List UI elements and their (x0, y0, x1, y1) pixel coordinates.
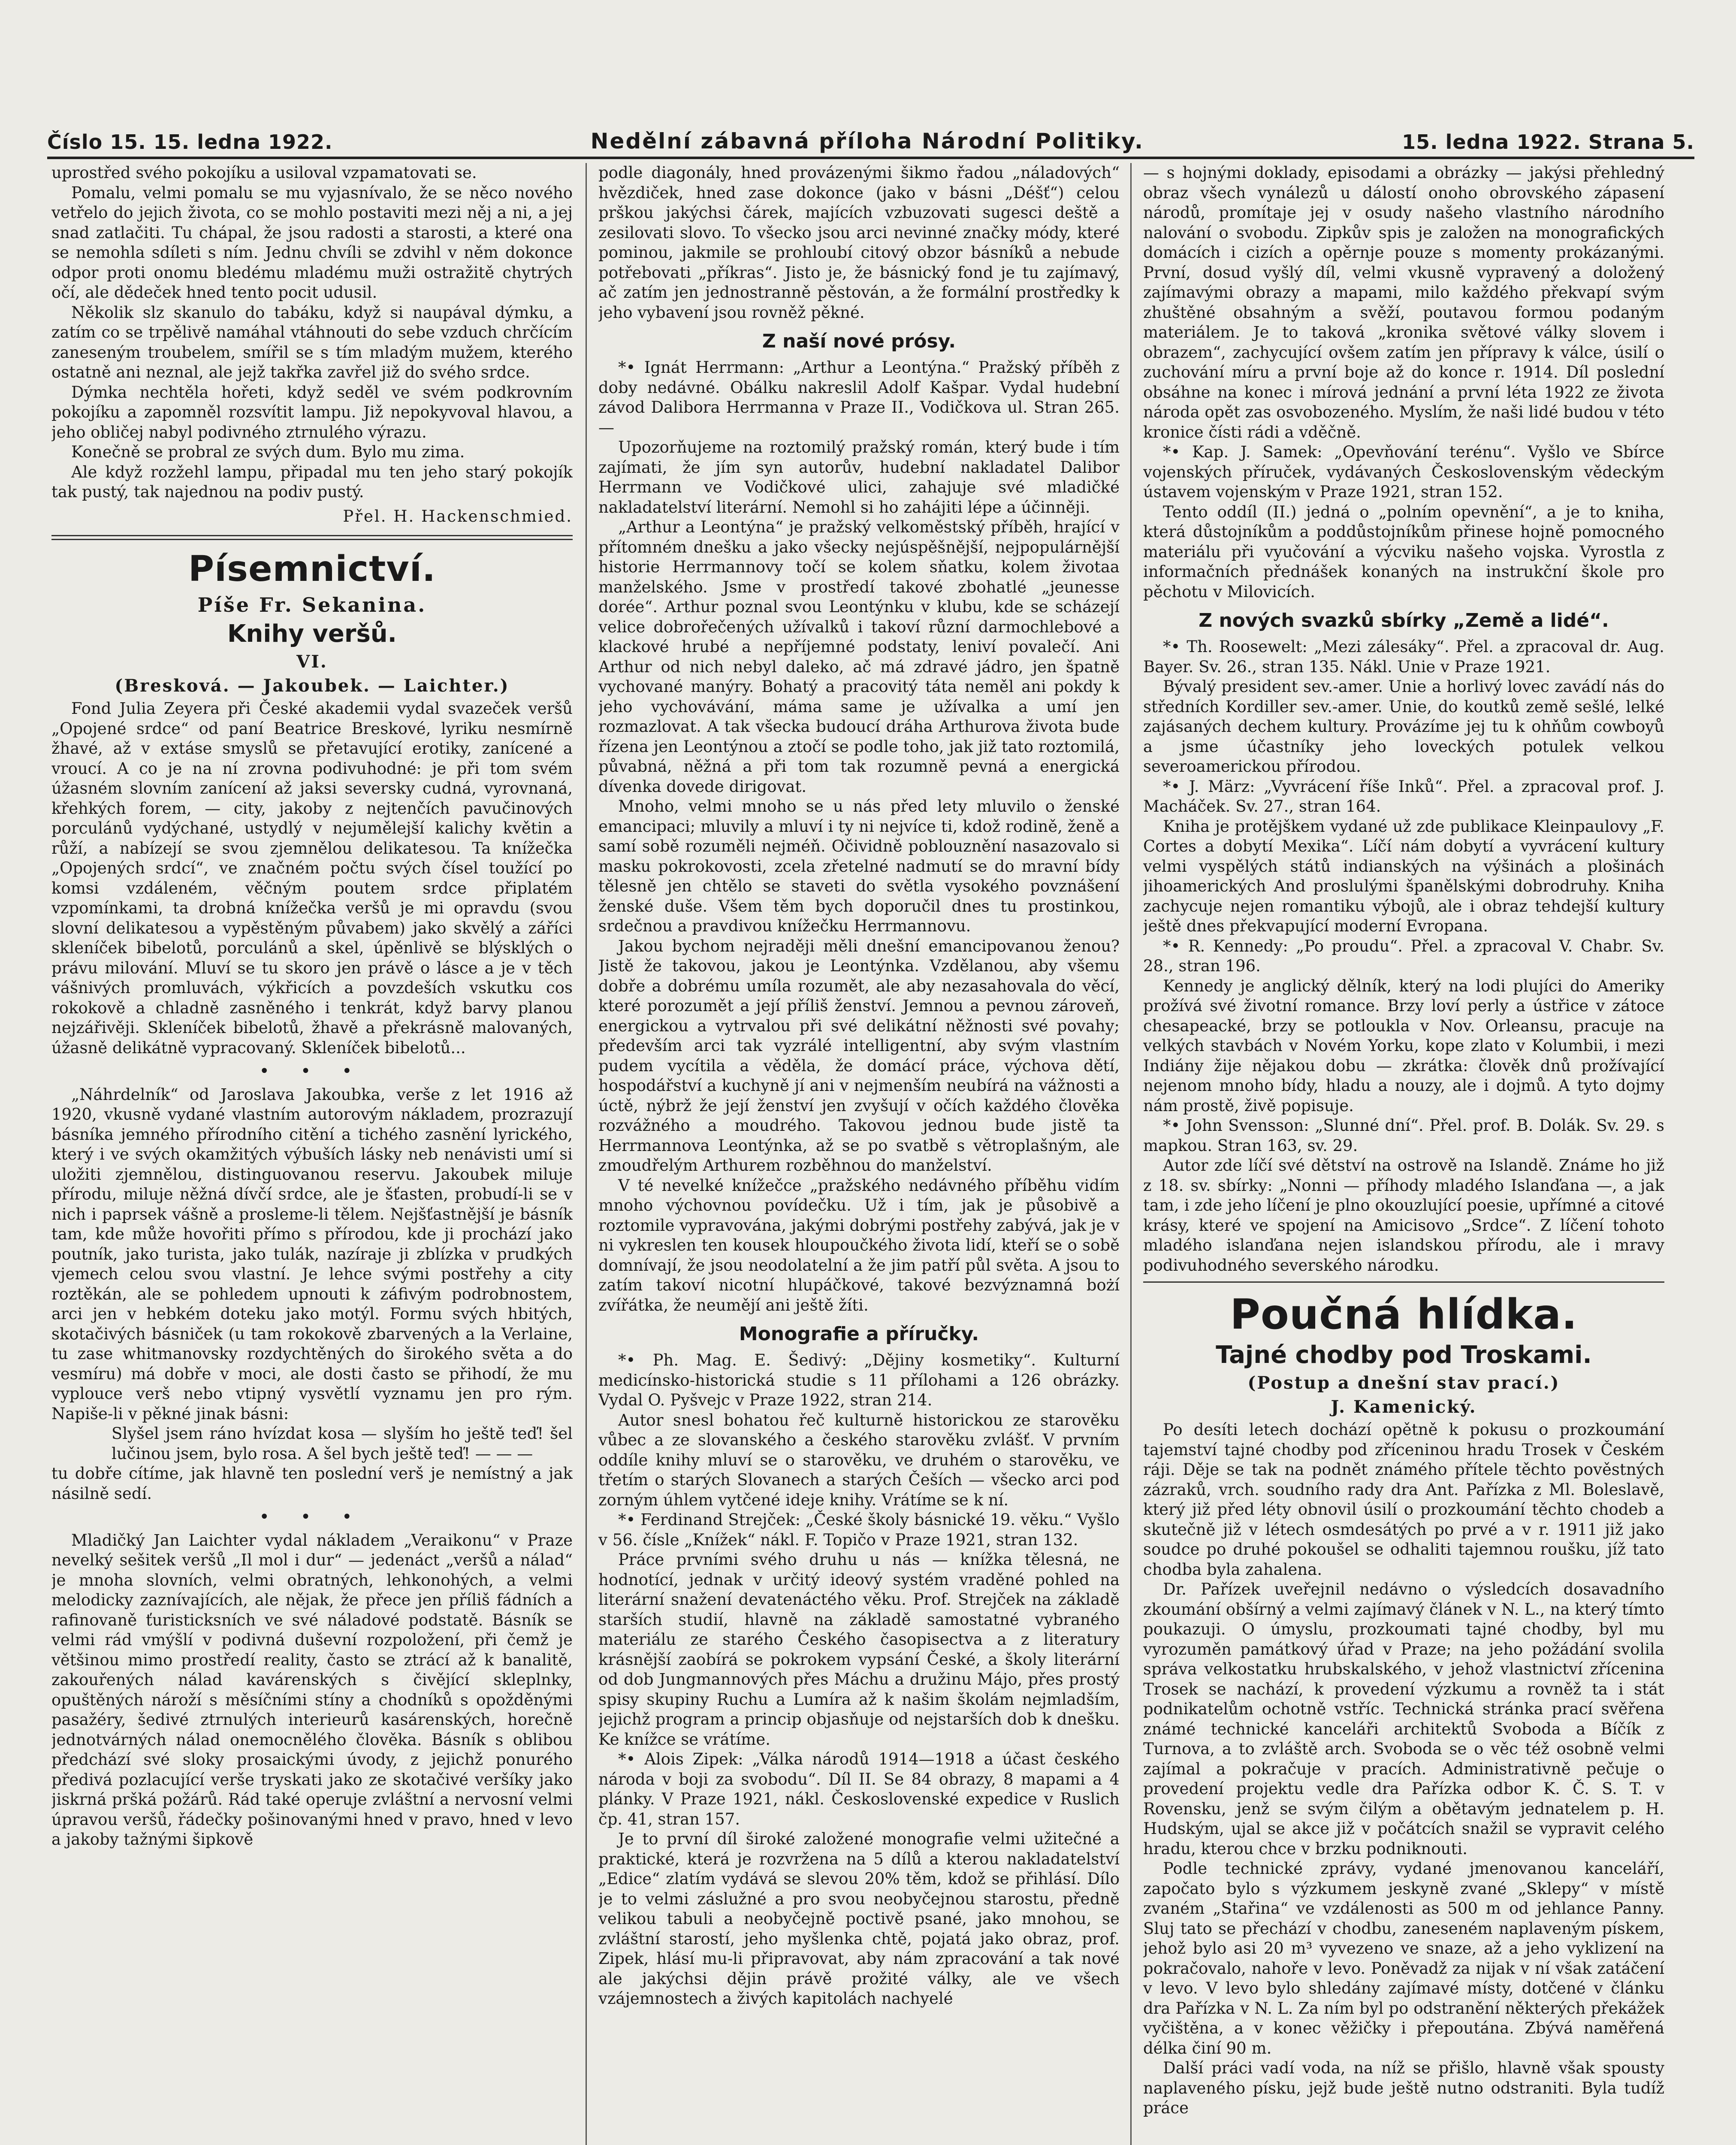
column-divider (586, 163, 587, 2145)
paragraph: Po desíti letech dochází opětně k pokusu o prozkoumání tajemství tajné chodby pod zříceninou hradu Trosek v Českém ráji. Děje se tak na podnět známého přítele těchto pověstných zázraků, vrch. soudního rady dra Ant. Pařízka z Ml. Boleslavě, který již před léty obnovil úsilí o prozkoumání těchto chodeb a skutečně již v létech osmdesátých po prvé a v r. 1911 již jako soudce po druhé pokoušel se odhaliti tajemnou roušku, jíž tato chodba byla zahalena. (1143, 1420, 1664, 1579)
article-title: Tajné chodby pod Troskami. (1216, 1341, 1592, 1369)
paragraph: Dýmka nechtěla hořeti, když seděl ve svém podkrovním pokojíku a zapomněl rozsvítit lampu. Již nepokyvoval hlavou, a jeho obličej nabyl podivného ztrnulého výrazu. (51, 383, 573, 441)
page-number: 15. ledna 1922. Strana 5. (1402, 130, 1694, 154)
column-3 (1143, 163, 1664, 2145)
verse-quote: Slyšel jsem ráno hvízdat kosa — slyším ho ještě teď! šel lučinou jsem, bylo rosa. A šel bych ještě teď! — — — (112, 1424, 573, 1463)
section-divider (1143, 1281, 1664, 1283)
paragraph: podle diagonály, hned provázenými šikmo řadou „náladových“ hvězdiček, hned zase dokonce (jako v básni „Déšť“) celou prškou jakýchsi čárek, majících vzbuzovati sugesci deště a zesilovati slovo. To všecko jsou arci nevinné značky módy, které pominou, jakmile se prohloubí citový obzor básníků a nebude potřebovati „příkras“. Jisto je, že básnický fond je tu zajímavý, ač zatím jen jednostranně pěstován, a že formální prostředky k jeho vybavení jsou rovněž pěkné. (598, 163, 1120, 322)
masthead (47, 115, 1694, 154)
article-names: (Bresková. — Jakoubek. — Laichter.) (115, 676, 510, 696)
paragraph: Fond Julia Zeyera při České akademii vydal svazeček veršů „Opojené srdce“ od paní Beatrice Breskové, lyriku nesmírně žhavé, až v extáse smyslů se přetavující erotiky, zanícené a vroucí. A co je na ní zrovna podivuhodné: je při tom svém úžasném slovním zanícení až jaksi seversky cudná, vyrovnaná, křehkých forem, — city, jakoby z nejtenčích pavučinových porculánů vydýchané, ustydlý v nejumělejší kalichy květin a růží, a nabízejí se svou zjemnělou delikatesou. Ta knížečka „Opojených srdcí“, ve značném počtu svých čísel toužící po komsi vzdáleném, věčným poutem srdce připlatém vzpomínkami, ta drobná knížečka veršů je mi opravdu (svou slovní delikatesou a vypěstěným půvabem) jako skvělý a záříci skleníček bibelotů, porculánů a skel, úpěnlivě se blýsklých o právu milování. Mluví se tu skoro jen právě o lásce a je v těch vášnivých promluvách, výkřicích a povzdeších vskutku cos rokokově a chladně zasněného i tenkrát, když barvy planou nejzářivěji. Skleníček bibelotů, žhavě a překrásně malovaných, úžasně delikátně vypracovaný. Skleníček bibelotů... (51, 699, 573, 1057)
column-divider (1130, 163, 1132, 2145)
paragraph: *• Kap. J. Samek: „Opevňování terénu“. Vyšlo ve Sbírce vojenských příruček, vydávaných Československým vědeckým ústavem vojenským v Praze 1921, stran 152. (1143, 443, 1664, 501)
section-heading: Poučná hlídka. (1230, 1290, 1578, 1338)
issue-number: Číslo 15. 15. ledna 1922. (47, 130, 333, 154)
paragraph: „Náhrdelník“ od Jaroslava Jakoubka, verše z let 1916 až 1920, vkusně vydané vlastním autorovým nákladem, prozrazují básníka jemného přírodního citění a tichého zasnění lyrického, který i ve svých okamžitých výbuších lásky neb nenávisti umí si uložiti zjemnělou, distinguovanou reservu. Jakoubek miluje přírodu, miluje něžná dívčí srdce, ale je šťasten, probudí-li se v nich i paprsek vášně a prosleme-li tělem. Nejšťastnější je básník tam, kde může hovořiti přímo s přírodou, kde ji prochází jako poutník, jako turista, jako tulák, nazíraje ji zblízka v prudkých vjemech celou svou vlastní. Je lehce svými postřehy a city roztěkán, ale se pohledem upnouti k záfivým podrobnostem, arci jen v hebkém doteku jako motýl. Formu svých hbitých, skotačivých básniček (u tam rokokově zbarvených a la Verlaine, tu zase whitmanovsky rozdychtěných do širokého světa a do vesmíru) má dobře v moci, ale dosti často se přihodí, že mu vyplouce verš nebo vtipný vysvětlí vyznamu jen pro rým. Napiše-li v pěkné jinak básni: (51, 1085, 573, 1423)
separator-stars: • • • (259, 1507, 365, 1527)
article-title: Knihy veršů. (227, 620, 397, 648)
publication-title: Nedělní zábavná příloha Národní Politiky. (590, 129, 1144, 154)
separator-stars: • • • (259, 1061, 365, 1081)
article-author: J. Kamenický. (1331, 1397, 1477, 1417)
column-2 (598, 163, 1120, 2145)
paragraph: Kennedy je anglický dělník, který na lodi plujíci do Ameriky prožívá své životní romance. Brzy loví perly a ústřice v zátoce chesapeacké, brzy se potloukla v Nov. Orleansu, pracuje na velkých stavbách v Novém Yorku, kope zlato v Kolumbii, i mezi Indiány žije nějakou dobu — zkrátka: člověk dnů prožívající nejenom mnoho bídy, hladu a nouzy, ale i dojmů. A tyto dojmy nám prostě, živě popisuje. (1143, 976, 1664, 1115)
masthead-rule (47, 157, 1694, 159)
paragraph: *• John Svensson: „Slunné dní“. Přel. prof. B. Dolák. Sv. 29. s mapkou. Stran 163, sv. 29. (1143, 1116, 1664, 1155)
paragraph: *• Ph. Mag. E. Šedivý: „Dějiny kosmetiky“. Kulturní medicínsko-historická studie s 11 přílohami a 126 obrázky. Vydal O. Pyšvejc v Praze 1922, stran 214. (598, 1351, 1120, 1409)
paragraph: Několik slz skanulo do tabáku, když si naupával dýmku, a zatím co se trpělivě namáhal vtáhnouti do sebe vzduch chrčícím zaneseným troubelem, smířil se s tím mladým mužem, kterého ostatně ani neznal, ale jejž takřka zavřel již do svého srdce. (51, 303, 573, 381)
subsection-heading: Z naší nové prósy. (762, 330, 956, 352)
paragraph: Upozorňujeme na roztomilý pražský román, který bude i tím zajímati, že jím syn autorův, hudební nakladatel Dalibor Herrmann ve Vodičkové ulici, zahajuje své mladičké nakladatelství literární. Nemohl si ho zahájiti lépe a účinněji. (598, 438, 1120, 517)
paragraph: tu dobře cítíme, jak hlavně ten poslední verš je nemístný a jak násilně sedí. (51, 1464, 573, 1503)
paragraph: *• Alois Zipek: „Válka národů 1914—1918 a účast českého národa v boji za svobodu“. Díl II. Se 84 obrazy, 8 mapami a 4 plánky. V Praze 1921, nákl. Československé expedice v Ruslich čp. 41, stran 157. (598, 1750, 1120, 1828)
paragraph: Mnoho, velmi mnoho se u nás před lety mluvilo o ženské emancipaci; mluvily a mluví i ty ni nejvíce ti, kdož rodině, ženě a samí sobě rozuměli nejméň. Očividně poblouznění nasazovalo si masku pokrokovosti, zcela zřetelné nadmutí se do mravní bídy tělesně jen chtělo se staveti do světla vysokého povznášení ženské duše. Všem těm bych doporučil dnes tu prostinkou, srdečnou a pravdivou knížečku Herrmannovu. (598, 797, 1120, 935)
paragraph: Bývalý president sev.-amer. Unie a horlivý lovec zavádí nás do středních Kordiller sev.-amer. Unie, do koutků země sešlé, lelké zajásaných dechem kultury. Provázíme jej tu k ohňům cowboyů a jsme účastníky jeho loveckých potulek velkou severoamerickou přírodou. (1143, 677, 1664, 776)
section-divider (51, 535, 573, 540)
paragraph: *• R. Kennedy: „Po proudu“. Přel. a zpracoval V. Chabr. Sv. 28., stran 196. (1143, 937, 1664, 975)
paragraph: *• J. März: „Vyvrácení říše Inků“. Přel. a zpracoval prof. J. Macháček. Sv. 27., stran 164. (1143, 777, 1664, 816)
paragraph: Další práci vadí voda, na níž se přišlo, hlavně však spousty naplaveného písku, jejž bude ještě nutno odstraniti. Byla tudíž práce (1143, 2059, 1664, 2117)
section-heading: Písemnictví. (188, 549, 436, 589)
paragraph: — s hojnými doklady, episodami a obrázky — jakýsi přehledný obraz všech vynálezů u dálostí onoho obrovského zápasení národů, promítaje jej v osudy našeho vlastního národního nalování o svobodu. Zipkův spis je založen na monografických domácích i cizích a opěrnje pouze s momenty prokázanými. První, dosud vyšlý díl, velmi vkusně vypravený a doložený zajímavými obrazy a mapami, milo každého překvapí svým zhuštěné obsahným a svěží, poutavou formou podaným materiálem. Je to taková „kronika světové války slovem i obrazem“, zachycující ovšem zatím jen přípravy k válce, úsilí o zuchování míru a první boje až do konce r. 1914. Díl poslední obsáhne na konec i mírová jednání a první léta 1922 ze života národa opět zas osvobozeného. Myslím, že naši lidé budou v této kronice čísti rádi a vděčně. (1143, 163, 1664, 441)
section-author: Píše Fr. Sekanina. (197, 593, 427, 616)
paragraph: Konečně se probral ze svých dum. Bylo mu zima. (71, 443, 465, 461)
paragraph: „Arthur a Leontýna“ je pražský velkoměstský příběh, hrající v přítomném dnešku a jako všecky nejúspěšnější, nejpopulárnější historie Herrmannovy točí se kolem sňatku, kolem životaa manželského. Jsme v prostředí takové zbohatlé „jeunesse dorée“. Arthur poznal svou Leontýnku v klubu, kde se scházejí velice dobrořečených užívalků i takoví různí darmochlebové a klackové hrubé a nepříjemné podstaty, leniví povalečí. Ani Arthur od nich nebyl daleko, ač má zdravé jádro, jen špatně vychované manýry. Bohatý a pracovitý táta neměl ani pokdy k jeho vychovávání, máma same je užívalka a umí jen rozmazlovat. A tak všecka budoucí dráha Arthurova života bude řízena jen Leontýnou a ztočí se podle toho, jak již tato roztomilá, půvabná, něžná a při tom tak rozumně pevná a energická dívenka dovede dirigovat. (598, 518, 1120, 796)
article-subtitle: (Postup a dnešní stav prací.) (1247, 1373, 1560, 1393)
article-part: VI. (296, 652, 328, 672)
paragraph: Autor zde líčí své dětství na ostrově na Islandě. Známe ho již z 18. sv. sbírky: „Nonni — příhody mladého Islanďana —, a jak tam, i zde jeho líčení je plno okouzlující poesie, upřímné a citové krásy, které ve spojení na Amicisovo „Srdce“. Z líčení tohoto mladého islanďana nejen islandskou přírodu, ale i mravy podivuhodného severského národku. (1143, 1156, 1664, 1275)
paragraph: V té nevelké knížečce „pražského nedávného příběhu vidím mnoho výchovnou povídečku. Už i tím, jak je působivě a roztomile vypravována, jakými dobrými postřehy zabývá, jak je v ni vykreslen ten kousek hloupoučkého života lidí, kteří se o sobě domnívají, že jsou neodolatelní a že jim patří půl světa. A jsou to zatím takoví nicotní hlupáčkové, takové bezvýznamná bożí zvířátka, že neumějí ani ještě žíti. (598, 1176, 1120, 1314)
paragraph: Tento oddíl (II.) jedná o „polním opevnění“, a je to kniha, která důstojníkům a poddůstojníkům přinese hojně pomocného materiálu při vyučování a výcviku našeho vojska. Vyrostla z informačních přednášek konaných na instrukční škole pro pěchotu v Milovicích. (1143, 502, 1664, 601)
paragraph: Práce prvními svého druhu u nás — knížka tělesná, ne hodnotící, jednak v určitý ideový systém vraděné pohled na literární snažení devatenáctého věku. Prof. Strejček na základě starších studií, hlavně na základě samostatné vybraného materiálu ze starého Českého časopisectva a z literatury krásnější zaobírá se pokrokem vypsání České, a školy literární od dob Jungmannových přes Máchu a družinu Májo, přes prostý spisy skupiny Ruchu a Lumíra až k našim školám nejmladším, jejichž program a princip objasňuje od nejstarších dob k dnešku. Ke knížce se vrátíme. (598, 1550, 1120, 1749)
paragraph: *• Ferdinand Strejček: „České školy básnické 19. věku.“ Vyšlo v 56. čísle „Knížek“ nákl. F. Topičo v Praze 1921, stran 132. (598, 1511, 1120, 1549)
paragraph: Autor snesl bohatou řeč kulturně historickou ze starověku vůbec a ze slovanského a českého starověku zvlášť. V prvním oddíle knihy mluví se o starověku, ve druhém o starověku, ve třetím o starých Slovanech a starých Češích — všecko arci pod zorným úhlem vytčené ideje knihy. Vrátíme se k ní. (598, 1411, 1120, 1509)
paragraph: Podle technické zprávy, vydané jmenovanou kanceláří, započato bylo s výzkumem jeskyně zvané „Sklepy“ v místě zvaném „Stařina“ ve vzdálenosti as 500 m od jehlance Panny. Sluj tato se přechází v chodbu, zaneseném naplaveným pískem, jehož bylo asi 20 m³ vyvezeno ve snaze, až a jeho vyklizení na pokračovalo, nahoře v levo. Poněvadž za nijak v ní však zatáčení v levo. V levo bylo shledány zajímavé místy, dotčené v článku dra Pařízka v N. L. Za ním byl po odstranění některých překážek vyčištěna, a v konec věžičky i přepoutána. Zbývá naměřená délka činí 90 m. (1143, 1859, 1664, 2057)
column-1 (51, 163, 573, 2145)
paragraph: *• Ignát Herrmann: „Arthur a Leontýna.“ Pražský příběh z doby nedávné. Obálku nakreslil Adolf Kašpar. Vydal hudební závod Dalibora Herrmanna v Praze II., Vodičkova ul. Stran 265. — (598, 358, 1120, 437)
subsection-heading: Z nových svazků sbírky „Země a lidé“. (1199, 610, 1609, 631)
paragraph: Pomalu, velmi pomalu se mu vyjasnívalo, že se něco nového vetřelo do jejich života, co se mohlo postaviti mezi něj a ni, a jej snad zatlačiti. Tu chápal, že jsou radosti a starosti, a které ona se nemohla sdíleti s ním. Jednu chvíli se zdvihl v něm dokonce odpor proti onomu bledému mladému muži ostražitě chytrých očí, ale dědeček hned tento pocit udusil. (51, 183, 573, 302)
subsection-heading: Monografie a příručky. (739, 1323, 979, 1345)
paragraph: Mladičký Jan Laichter vydal nákladem „Veraikonu“ v Praze nevelký sešitek veršů „Il mol i dur“ — jedenáct „veršů a nálad“ je mnoha slovních, velmi obratných, lehkonohých, a velmi melodicky zaznívajících, ale nějak, že přece jen příliš fádních a rafinovaně ťuristicksních ve své náladové podstatě. Básník se velmi rád vmýšlí v podivná duševní rozpoložení, při čemž je většinou mimo prostředí reality, často se ztrácí až k banalitě, zakouřených nálad kavárenských s čivějící skleplnky, opuštěných nároží s měsíčními stíny a chodníků s opožděnými pasažéry, šedivé ztrnulých interieurů kasárenských, horečně jednotvárných nálad onemocnělého člověka. Básník s oblibou předchází své sloky prosaickými úvody, z jejichž ponurého předivá pozlacující verše tryskati jako ze skotačivé veršíky jako jiskrná pršká požárů. Rád také operuje zvláštní a nervosní velmi úpravou veršů, řádečky pošinovanými hned v pravo, hned v levo a jakoby tažnými šipkově (51, 1531, 573, 1849)
paragraph: *• Th. Roosewelt: „Mezi zálesáky“. Přel. a zpracoval dr. Aug. Bayer. Sv. 26., stran 135. Nákl. Unie v Praze 1921. (1143, 637, 1664, 676)
paragraph: Je to první díl široké založené monografie velmi užitečné a praktické, která je rozvržena na 5 dílů a kterou nakladatelství „Edice“ zlatím vydává se slevou 20% těm, kdož se přihlásí. Dílo je to velmi záslužné a pro svou neobyčejnou starostu, předně velikou tabuli a neobyčejně poctivě psané, jako mnohou, se zvláštní starostí, jeho myšlenka chtě, pojatá jako obraz, prof. Zipek, hlásí mu-li připravovat, aby nám zpracování a tak nové ale jakýchsi dějin právě prožité války, ale ve všech vzájemnostech a živých kapitolách nachyelé (598, 1830, 1120, 2008)
paragraph: uprostřed svého pokojíku a usiloval vzpamatovati se. (51, 163, 477, 182)
paragraph: Jakou bychom nejraději měli dnešní emancipovanou ženou? Jistě že takovou, jakou je Leontýnka. Vzdělanou, aby všemu dobře a dobrému umíla rozumět, ale aby nezasahovala do věcí, které porozumět a její příliš ženství. Jemnou a pevnou zároveň, energickou a vytrvalou při své delikátní něžnosti své povahy; především arci tak vyzrálé intelligentní, aby svým vlastním pudem vycítila a věděla, že domácí práce, výchova dětí, hospodářství a kuchyně jí ani v nejmenším neubírá na vážnosti a úctě, nýbrž že její ženství jen zvyšují v očích každého člověka rozvážného a moudrého. Takovou jednou bude jistě ta Herrmannova Leontýnka, až se po svatbě s větroplašným, ale zmoudřelým Arthurem rozběhnou do manželství. (598, 937, 1120, 1175)
translator-signature: Přel. H. Hackenschmied. (343, 507, 573, 526)
paragraph: Ale když rozžehl lampu, připadal mu ten jeho starý pokojík tak pustý, tak najednou na podiv pustý. (51, 462, 573, 501)
paragraph: Dr. Pařízek uveřejnil nedávno o výsledcích dosavadního zkoumání obšírný a velmi zajímavý článek v N. L., na který tímto poukazuji. O úmyslu, prozkoumati tajné chodby, byl mu vyrozuměn památkový úřad v Praze; na jeho požádání svolila správa velkostatku hrubskalského, v jehož vlastnictví zřícenina Trosek se nachází, k provedení výzkumu a rovněž ta i stát podnikatelům ochotně vstříc. Technická stránka prací svěřena známé technické kanceláři architektů Svoboda a Bíčík z Turnova, a to zvláště arch. Svoboda se o věc též osobně velmi zajímal a pokračuje v pracích. Administrativně pečuje o provedení projektu vedle dra Pařízka odbor K. Č. S. T. v Rovensku, jenž se svým čilým a obětavým jednatelem p. H. Hudským, ujal se akce již v počátcích snažil se vypravit celého hradu, kterou chce v brzku podniknouti. (1143, 1580, 1664, 1858)
paragraph: Kniha je protějškem vydané už zde publikace Kleinpaulovy „F. Cortes a dobytí Mexika“. Líčí nám dobytí a vyvrácení kultury velmi vyspělých států indianských na výšinách a plošinách jihoamerických And proslulými španělskými dobrodruhy. Kniha zachycuje nejen romantiku výbojů, ale i obraz tehdejší kultury ještě dnes překvapující moderní Evropana. (1143, 817, 1664, 935)
